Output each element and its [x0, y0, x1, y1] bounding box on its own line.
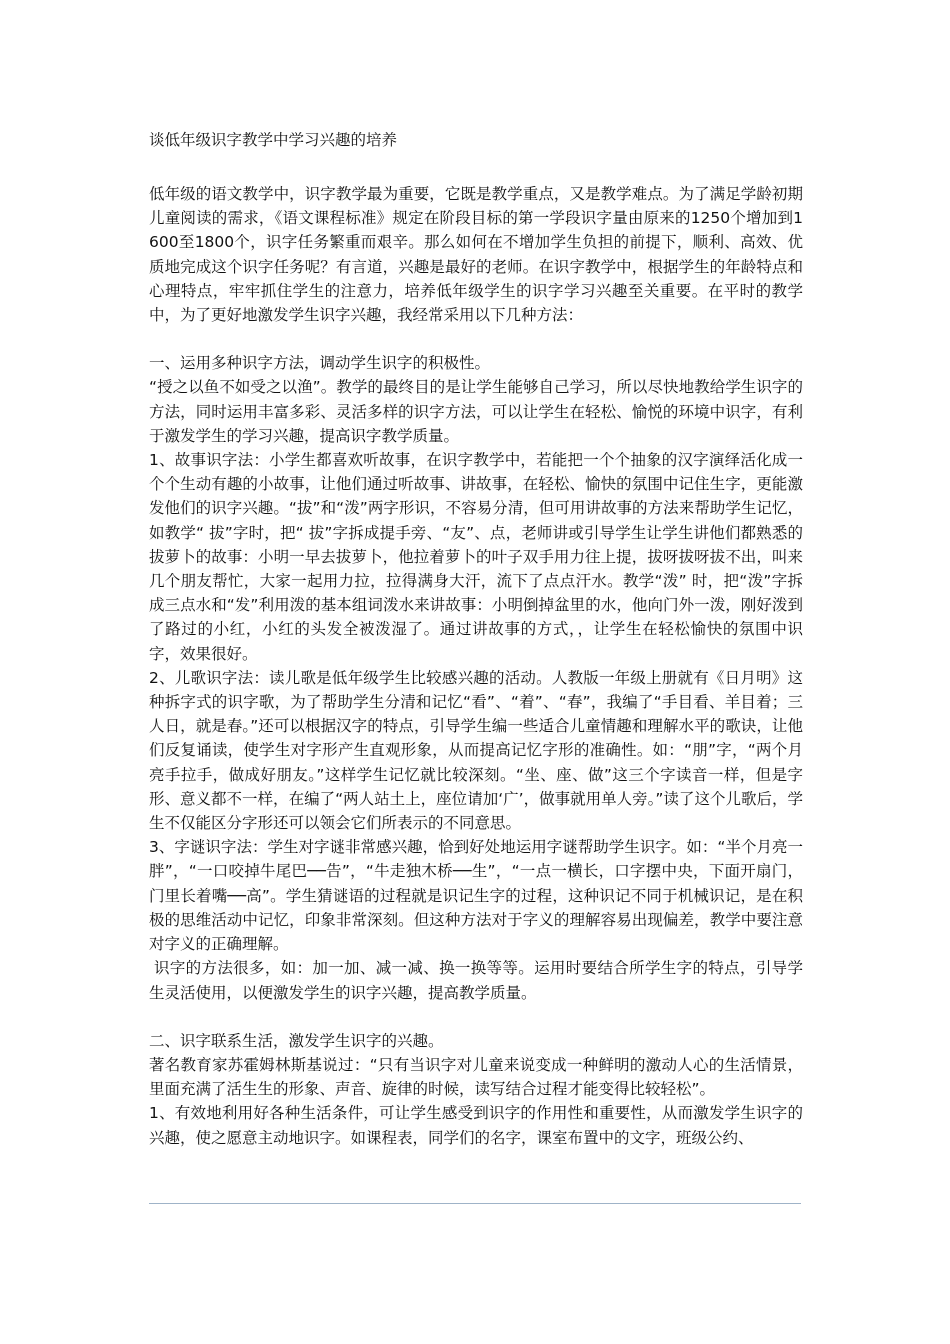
page-bottom-rule — [149, 1203, 801, 1204]
section2-paragraph-2: 1、有效地利用好各种生活条件，可让学生感受到识字的作用性和重要性，从而激发学生识字的兴趣，使之愿意主动地识字。如课程表，同学们的名字，课室布置中的文字，班级公约、 — [149, 1104, 803, 1147]
document-page — [149, 128, 803, 1150]
section1-paragraph-4: 3、字谜识字法：学生对字谜非常感兴趣，恰到好处地运用字谜帮助学生识字。如：“半个月亮一胖”，“一口咬掉牛尾巴──告”，“牛走独木桥──生”，“一点一横长，口字摆中央，下面开扇门，门里长着嘴──高”。学生猜谜语的过程就是识记生字的过程，这种识记不同于机械识记，是在积极的思维活动中记忆，印象非常深刻。但这种方法对于字义的理解容易出现偏差，教学中要注意对字义的正确理解。 — [149, 838, 803, 954]
section1-paragraph-3: 2、儿歌识字法：读儿歌是低年级学生比较感兴趣的活动。人教版一年级上册就有《日月明》这种拆字式的识字歌，为了帮助学生分清和记忆“看”、“着”、“春”，我编了“手目看、羊目着；三人日，就是春。”还可以根据汉字的特点，引导学生编一些适合儿童情趣和理解水平的歌诀，让他们反复诵读，使学生对字形产生直观形象，从而提高记忆字形的准确性。如：“朋”字，“两个月亮手拉手，做成好朋友。”这样学生记忆就比较深刻。“坐、座、做”这三个字读音一样，但是字形、意义都不一样，在编了“两人站土上，座位请加‘广’，做事就用单人旁。”读了这个儿歌后，学生不仅能区分字形还可以领会它们所表示的不同意思。 — [149, 668, 803, 833]
section2-heading: 二、识字联系生活，激发学生识字的兴趣。 — [149, 1031, 444, 1050]
document-title: 谈低年级识字教学中学习兴趣的培养 — [149, 131, 398, 149]
section1-paragraph-2: 1、故事识字法：小学生都喜欢听故事，在识字教学中，若能把一个个抽象的汉字演绎活化成一个个生动有趣的小故事，让他们通过听故事、讲故事，在轻松、愉快的氛围中记住生字，更能激发他们的识字兴趣。“拔”和“泼”两字形识，不容易分清，但可用讲故事的方法来帮助学生记忆，如教学“ 拔”字时，把“ 拔”字拆成提手旁、“友”、点，老师讲或引导学生让学生讲他们都熟悉的拔萝卜的故事：小明一早去拔萝卜，他拉着萝卜的叶子双手用力往上提，拔呀拔呀拔不出，叫来几个朋友帮忙，大家一起用力拉，拉得满身大汗，流下了点点汗水。教学“泼” 时，把“泼”字拆成三点水和“发”利用泼的基本组词泼水来讲故事：小明倒掉盆里的水，他向门外一泼，刚好泼到了路过的小红，小红的头发全被泼湿了。通过讲故事的方式，，让学生在轻松愉快的氛围中识字，效果很好。 — [149, 451, 803, 663]
section1-heading: 一、运用多种识字方法，调动学生识字的积极性。 — [149, 354, 491, 373]
paragraph-gap — [149, 1005, 803, 1029]
section1-paragraph-1: “授之以鱼不如受之以渔”。教学的最终目的是让学生能够自己学习，所以尽快地教给学生识字的方法，同时运用丰富多彩、灵活多样的识字方法，可以让学生在轻松、愉悦的环境中识字，有利于激发学生的学习兴趣，提高识字教学质量。 — [149, 378, 803, 445]
paragraph-gap — [149, 327, 803, 351]
section1-paragraph-5: 识字的方法很多，如：加一加、减一减、换一换等等。运用时要结合所学生字的特点，引导学生灵活使用，以便激发学生的识字兴趣，提高教学质量。 — [149, 959, 803, 1002]
section2-paragraph-1: 著名教育家苏霍姆林斯基说过：“只有当识字对儿童来说变成一种鲜明的激动人心的生活情景，里面充满了活生生的形象、声音、旋律的时候，读写结合过程才能变得比较轻松”。 — [149, 1055, 803, 1099]
intro-paragraph: 低年级的语文教学中，识字教学最为重要，它既是教学重点，又是教学难点。为了满足学龄初期儿童阅读的需求，《语文课程标准》规定在阶段目标的第一学段识字量由原来的1250个增加到1600至1800个，识字任务繁重而艰辛。那么如何在不增加学生负担的前提下，顺利、高效、优质地完成这个识字任务呢？有言道，兴趣是最好的老师。在识字教学中，根据学生的年龄特点和心理特点，牢牢抓住学生的注意力，培养低年级学生的识字学习兴趣至关重要。在平时的教学中，为了更好地激发学生识字兴趣，我经常采用以下几种方法： — [149, 185, 803, 325]
